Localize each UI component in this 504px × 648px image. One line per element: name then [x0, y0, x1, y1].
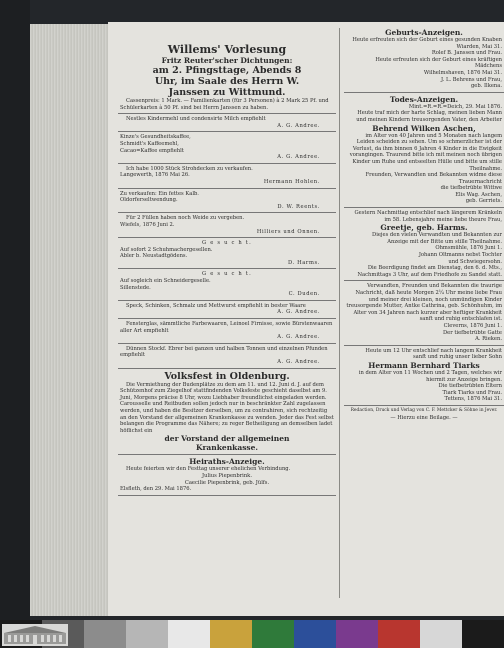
ad-line: Uhr, im Saale des Herrn W.	[154, 76, 300, 87]
ad-line: Janssen zu Wittmund.	[168, 87, 286, 98]
column-rule	[339, 28, 340, 598]
ad-signature: die tiefbetrübte Wittwe	[440, 185, 502, 192]
ad-signature: Rolef B. Janssen und Frau.	[431, 50, 502, 57]
ad-todes-rieken	[344, 281, 504, 345]
ad-signature: A. G. Andree.	[277, 309, 320, 316]
ad-line: Schmidt's Kaffeemehl,	[120, 140, 179, 147]
ad-body: Dünnen Stockf. Ebrer bei ganzen und halben Tonnen und einzelnen Pfunden empfiehlt	[120, 345, 328, 359]
ad-kaffee	[118, 132, 336, 163]
ad-subtitle: Fritz Reuter'scher Dichtungen:	[161, 56, 293, 65]
ad-body: Die Vermiethung der Budenplätze zu dem am 11. und 12. Juni d. J. auf dem Schützenhof zum Ziegelhof stattfindenden Volksfeste geschieht daselbst am 9. Juni, Morgens präcise 8 Uhr, wozu Liebhaber freundlichst eingeladen werden. Carousselle und Reitbuden sollen jedoch nur in beschränkter Zahl zugelassen werden, und haben die Besitzer derselben, um zu contrahiren, sich rechtzeitig an den Vorstand der allgemeinen Krankenkasse zu wenden. Jeder das Fest selbst belangen die Programme das Nähere; zu reger Betheiligung an demselben ladet höflichst ein	[120, 381, 334, 434]
ad-place: Oldorferseltwendung.	[120, 197, 178, 204]
ad-body: Auf sogleich ein Schneidergeselle.	[120, 278, 211, 285]
ad-line: Kinze's Gesundheitskaffee,	[120, 134, 191, 141]
building-icon	[2, 624, 68, 646]
ad-signature: J. L. Behrens und Frau,	[441, 76, 502, 83]
ad-kalb	[118, 189, 336, 214]
color-swatch	[126, 620, 168, 648]
color-swatch	[462, 620, 504, 648]
scan-color-calibration-bar	[0, 620, 504, 648]
ad-signature: A. G. Andree.	[277, 334, 320, 341]
ad-signature: D. W. Reents.	[277, 203, 320, 210]
ad-place: Sillenstede.	[120, 284, 151, 291]
ad-signature: Hermann Hohlen.	[263, 178, 320, 185]
ad-place: Wiefels, 1876 Juni 2.	[120, 221, 175, 228]
ad-todes-aschen	[344, 93, 504, 208]
color-swatch	[210, 620, 252, 648]
dark-background	[0, 0, 30, 648]
ad-place: Cleverns, 1876 Juni 1.	[443, 322, 502, 329]
ad-gesucht-schuhmacher	[118, 238, 336, 269]
ad-name: Julius Piepenbrink.	[202, 472, 252, 479]
ad-body: Heute erfreuten sich der Geburt eines kräftigen Mädchens	[375, 56, 502, 70]
ad-title: Volksfest in Oldenburg.	[164, 370, 290, 382]
ad-signature: A. G. Andree.	[277, 154, 320, 161]
ad-signature: Tiark Tiarks und Frau.	[442, 389, 502, 396]
ad-todes-harms	[344, 208, 504, 281]
ad-body: Fensterglas, sämmtliche Farbewaaren, Leinoel Firnisse, sowie Bürstenwaaren aller Art empfiehlt	[120, 321, 333, 334]
imprint-text: Redaction, Druck und Verlag von C. F. Mettcker & Söhne in Jever.	[350, 407, 498, 413]
ad-place: Wiarden, Mai 31.	[456, 43, 502, 50]
ad-name: Behrend Wilken Aschen,	[372, 123, 476, 133]
ad-signature: Der tiefbetrübte Gatte	[443, 329, 502, 336]
ad-body: Diejes den vielen Verwandten und Bekannten zur Anzeige mit der Bitte um stille Theilnahme.	[372, 232, 502, 245]
ad-signature: Elis Wag. Aschen,	[455, 191, 502, 198]
ad-body: Heute um 12 Uhr entschlief nach langem Krankheit sanft und ruhig unser lieber Sohn	[365, 347, 502, 361]
color-swatch	[420, 620, 462, 648]
color-swatch	[168, 620, 210, 648]
ad-body: Gestern Nachmittag entschlief nach längerem Kränkeln im 58. Lebensjahre meine liebe theure Frau,	[354, 210, 502, 223]
ad-body: Die Beerdigung findet am Dienstag, den 6. d. Mts., Nachmittags 3 Uhr, auf dem Friedhofe zu Sandel statt.	[357, 265, 502, 278]
ad-title: Todes-Anzeigen.	[389, 94, 459, 104]
ad-body: Auf sofort 2 Schuhmachergesellen.	[120, 246, 213, 253]
ad-signature: Die tiefbetrübten Eltern	[438, 383, 502, 390]
ad-stockfisch	[118, 344, 336, 369]
ad-speck	[118, 301, 336, 319]
ad-line: Cacao=Kaffee empfiehlt	[120, 147, 184, 154]
ad-kindermehl	[118, 114, 336, 132]
ad-footer: Krankenkasse.	[195, 443, 259, 453]
ad-footer: der Vorstand der allgemeinen	[164, 434, 290, 444]
ad-place: Elsfleth, den 29. Mai 1876.	[120, 486, 192, 493]
ad-body: Speck, Schinken, Schmalz und Mettwurst empfiehlt in bester Waare	[126, 302, 306, 309]
ad-title: Geburts-Anzeigen.	[385, 28, 463, 37]
ad-signature: Johann Oltmanns nebst Tochter	[418, 252, 502, 259]
ad-fuellen	[118, 213, 336, 238]
color-swatch	[84, 620, 126, 648]
ad-title: Willems' Vorlesung	[167, 43, 287, 56]
ad-body: Cassenpreis: 1 Mark. — Familienkarten (für 3 Personen) à 2 Mark 25 Pf. und Schülerkarten à 50 Pf. sind bei Herrn Janssen zu haben.	[120, 98, 329, 111]
ad-todes-tiarks	[344, 346, 504, 406]
ad-body: Nestles Kindermehl und condensirte Milch empfiehlt	[126, 116, 266, 123]
ad-body: Verwandten, Freunden und Bekannten die traurige Nachricht, daß heute Morgen 2¼ Uhr meine liebe Frau und meiner drei kleinen, noch unmündigen Kinder treusorgende Mutter, Antke Cathrina, geb. Schönhuhm, im Alter von 34 Jahren nach kurzer aber heftiger Krankheit sanft und ruhig entschlafen ist.	[346, 283, 502, 323]
ad-place: Mint.=R.=R.=Deich, 29. Mai 1876.	[408, 103, 502, 110]
imprint	[344, 406, 504, 423]
ad-body: Heute feierten wir den Festtag unserer ehelichen Verbindung.	[126, 466, 291, 473]
ad-line: am 2. Pfingsttage, Abends 8	[152, 65, 302, 76]
ad-title: G e s u c h t.	[202, 240, 252, 247]
ad-body: Zu verkaufen: Ein fettes Kalb.	[120, 190, 199, 197]
ad-place: Tettens, 1876 Mai 31.	[444, 396, 502, 403]
ad-signature: geb. Ilkena.	[470, 83, 502, 90]
color-swatch	[252, 620, 294, 648]
ad-title: Heiraths-Anzeige.	[189, 457, 265, 467]
ad-place: Abler b. Neustadtgödens.	[120, 253, 188, 260]
ad-body: Heute traf mich der harte Schlag, meinen lieben Mann und meinen Kindern treusorgenden Vater, den Arbeiter	[356, 110, 502, 123]
ad-signature: A. G. Andree.	[277, 122, 320, 129]
ad-body: Ich habe 1000 Stück Strohdecken zu verkaufen.	[126, 165, 253, 172]
ad-signature: geb. Gerriets.	[465, 198, 502, 205]
ad-place: Ohmsmühle, 1876 Juni 1.	[435, 245, 502, 252]
right-column	[344, 22, 504, 423]
library-building-logo	[2, 624, 68, 646]
ad-body: im Alter von 40 Jahren und 5 Monaten nach langem Leiden scheiden zu sehen. Um so schmerzlicher ist der Verlust, da ihm binnen 6 Jahren 4 Kinder in die Ewigkeit vorangingen. Traurend bitte ich mit meinen noch übrigen Kinder um Ruhe und entseelten Hülle und bitte um stille Theilnahme.	[349, 132, 502, 172]
ad-signature: D. Harms.	[288, 259, 320, 266]
ad-title: G e s u c h t.	[202, 271, 252, 278]
ad-heirath	[118, 455, 336, 495]
ad-volksfest	[118, 369, 336, 456]
ad-place: Langewerth, 1876 Mai 26.	[120, 172, 190, 179]
ad-signature: Hilliers und Onnen.	[256, 228, 320, 235]
ad-strohdecken	[118, 164, 336, 189]
newspaper-page	[108, 22, 504, 616]
ad-signature: C. Duden.	[288, 291, 320, 298]
ad-body: in dem Alter von 11 Wochen und 2 Tagen, welches wir hiermit zur Anzeige bringen.	[358, 369, 502, 383]
ad-geburts	[344, 22, 504, 93]
beilage-note: — Hierzu eine Beilage. —	[390, 414, 458, 421]
book-page-edges	[30, 24, 110, 616]
ad-gesucht-schneider	[118, 269, 336, 300]
color-swatch	[378, 620, 420, 648]
ad-name: Caecilie Piepenbrink, geb. Jülfs.	[184, 479, 270, 486]
ad-vorlesung	[118, 22, 336, 114]
ad-fensterglas	[118, 319, 336, 344]
ad-place: Wilhelmshaven, 1876 Mai 31.	[423, 69, 502, 76]
ad-signature: und Schwiegersohn.	[448, 258, 502, 265]
ad-body: Freunden, Verwandten und Bekannten widme diese Trauernachricht	[365, 172, 502, 185]
ad-name: Greetje, geb. Harms.	[380, 223, 468, 233]
left-column	[118, 22, 336, 496]
ad-body: Heute erfreuten sich der Geburt eines gesunden Knaben	[352, 37, 502, 43]
ad-signature: A. G. Andree.	[277, 359, 320, 365]
color-swatch	[336, 620, 378, 648]
ad-signature: A. Rieken.	[475, 336, 502, 343]
ad-body: Für 2 Füllen haben noch Weide zu vergeben.	[126, 215, 245, 222]
ad-name: Hermann Bernhard Tiarks	[368, 360, 480, 370]
color-swatch	[294, 620, 336, 648]
